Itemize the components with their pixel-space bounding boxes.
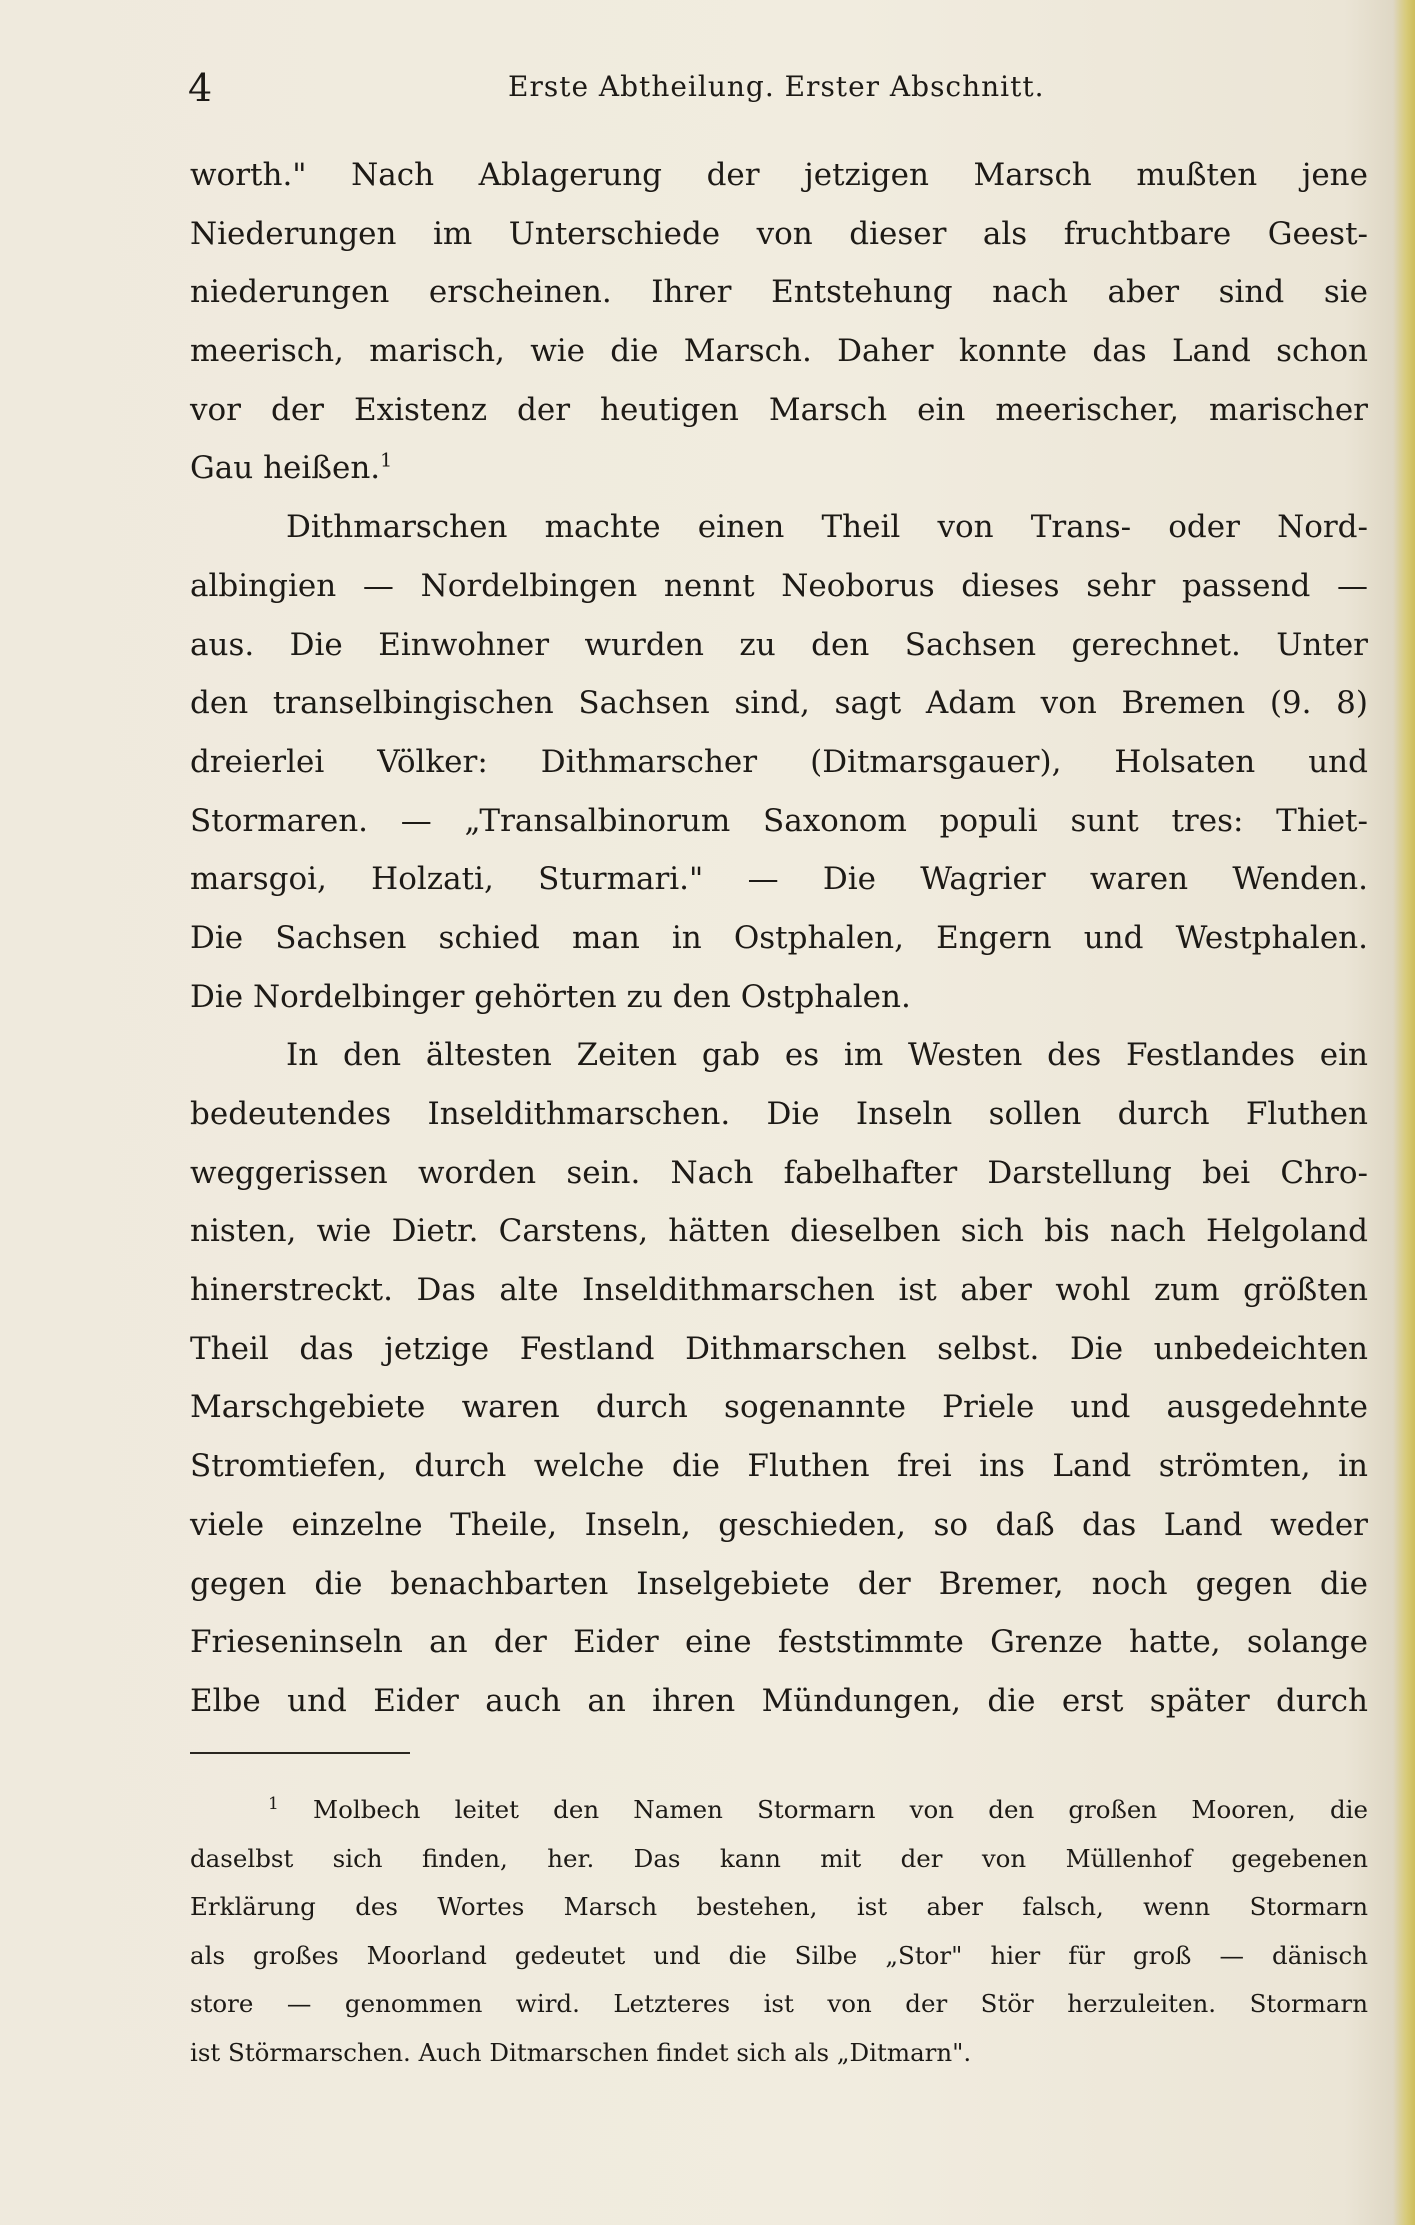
text-line-content: Gau heißen.: [190, 450, 381, 487]
footnote-marker: 1: [268, 1793, 279, 1814]
text-line: bedeutendes Inseldithmarschen. Die Inseln sollen durch Fluthen: [190, 1096, 1368, 1132]
text-line: den transelbingischen Sachsen sind, sagt Adam von Bremen (9. 8): [190, 685, 1368, 722]
footnote-line: ist Störmarschen. Auch Ditmarschen findet sich als „Ditmarn".: [190, 2037, 972, 2067]
text-line-with-footnote: [190, 439, 1368, 498]
body-text: [190, 146, 1368, 1731]
running-head: Erste Abtheilung. Erster Abschnitt.: [508, 70, 1045, 103]
text-line: Theil das jetzige Festland Dithmarschen selbst. Die unbedeichten: [190, 1330, 1368, 1367]
footnote: [190, 1786, 1368, 2077]
footnote-line: als großes Moorland gedeutet und die Silbe „Stor" hier für groß — dänisch: [190, 1940, 1368, 1970]
footnote-line: Erklärung des Wortes Marsch bestehen, ist aber falsch, wenn Stormarn: [190, 1892, 1368, 1921]
text-line: Die Nordelbinger gehörten zu den Ostphalen.: [190, 978, 911, 1015]
text-line: niederungen erscheinen. Ihrer Entstehung nach aber sind sie: [190, 274, 1368, 311]
text-line: gegen die benachbarten Inselgebiete der Bremer, noch gegen die: [190, 1565, 1368, 1602]
text-line: hinerstreckt. Das alte Inseldithmarschen ist aber wohl zum größten: [190, 1272, 1368, 1309]
text-line: Frieseninseln an der Eider eine feststimmte Grenze hatte, solange: [190, 1624, 1368, 1661]
text-line: vor der Existenz der heutigen Marsch ein meerischer, marischer: [190, 391, 1368, 428]
footnote-line-content: Molbech leitet den Namen Stormarn von den großen Mooren, die: [313, 1795, 1368, 1824]
footnote-line: store — genommen wird. Letzteres ist von der Stör herzuleiten. Stormarn: [190, 1989, 1368, 2018]
text-line: meerisch, marisch, wie die Marsch. Daher konnte das Land schon: [190, 333, 1368, 370]
text-line: marsgoi, Holzati, Sturmari." — Die Wagrier waren Wenden.: [190, 861, 1368, 898]
footnote-reference: 1: [380, 450, 393, 473]
text-line: nisten, wie Dietr. Carstens, hätten dieselben sich bis nach Helgoland: [190, 1213, 1368, 1250]
footnote-divider: [190, 1752, 410, 1754]
text-line: Niederungen im Unterschiede von dieser als fruchtbare Geest-: [190, 215, 1368, 252]
footnote-line: daselbst sich finden, her. Das kann mit der von Müllenhof gegebenen: [190, 1843, 1368, 1873]
text-line: aus. Die Einwohner wurden zu den Sachsen gerechnet. Unter: [190, 626, 1368, 663]
text-line: Stormaren. — „Transalbinorum Saxonom populi sunt tres: Thiet-: [190, 802, 1368, 839]
text-line: Stromtiefen, durch welche die Fluthen frei ins Land strömten, in: [190, 1448, 1368, 1485]
text-line: dreierlei Völker: Dithmarscher (Ditmarsgauer), Holsaten und: [190, 743, 1368, 780]
text-line: Elbe und Eider auch an ihren Mündungen, die erst später durch: [190, 1682, 1368, 1719]
paragraph-start-line: Dithmarschen machte einen Theil von Trans- oder Nord-: [286, 509, 1368, 546]
page-number: 4: [188, 66, 213, 110]
text-line: Marschgebiete waren durch sogenannte Priele und ausgedehnte: [190, 1389, 1368, 1426]
page-header: [188, 66, 1378, 116]
text-line: albingien — Nordelbingen nennt Neoborus dieses sehr passend —: [190, 567, 1368, 604]
text-line: Die Sachsen schied man in Ostphalen, Engern und Westphalen.: [190, 919, 1368, 956]
text-line: viele einzelne Theile, Inseln, geschieden, so daß das Land weder: [190, 1506, 1368, 1543]
paragraph-start-line: In den ältesten Zeiten gab es im Westen des Festlandes ein: [286, 1037, 1368, 1074]
page-edge: [1393, 0, 1415, 2225]
text-line: worth." Nach Ablagerung der jetzigen Marsch mußten jene: [190, 157, 1368, 193]
footnote-line: [190, 1786, 1368, 1835]
text-line: weggerissen worden sein. Nach fabelhafter Darstellung bei Chro-: [190, 1154, 1368, 1191]
